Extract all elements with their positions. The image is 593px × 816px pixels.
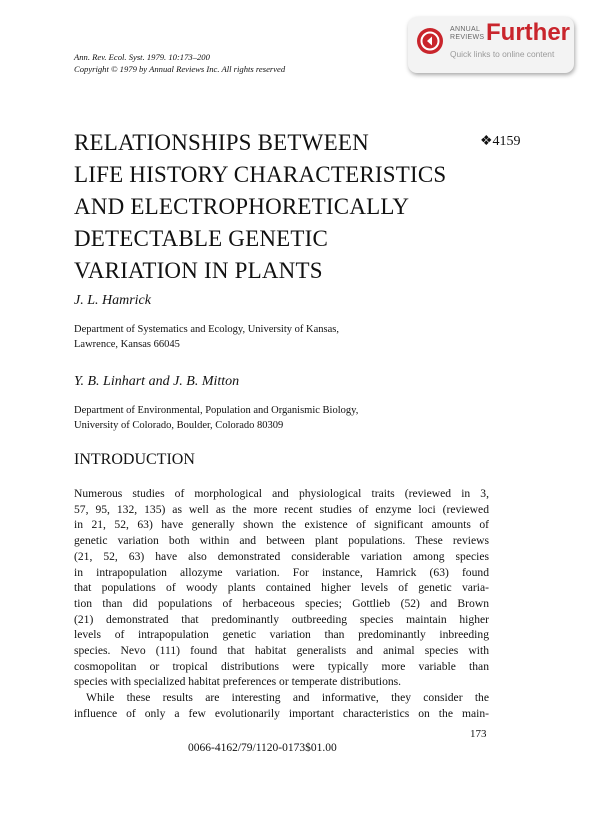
- body-line: levels of intrapopulation genetic variation than predominantly inbreeding: [74, 628, 489, 642]
- journal-header: [74, 51, 285, 75]
- further-badge-link[interactable]: [408, 17, 574, 73]
- author-affiliation: [74, 403, 358, 433]
- body-line: that populations of woody plants contained higher levels of genetic varia-: [74, 581, 489, 595]
- affiliation-line: Lawrence, Kansas 66045: [74, 339, 180, 350]
- badge-further-text: Further: [486, 19, 570, 46]
- author-affiliation: [74, 322, 339, 352]
- title-line: AND ELECTROPHORETICALLY: [74, 194, 410, 219]
- arrow-left-circle-icon: [417, 28, 443, 54]
- body-line: While these results are interesting and informative, they consider the: [86, 691, 489, 705]
- body-line: tion than did populations of herbaceous species; Gottlieb (52) and Brown: [74, 596, 489, 610]
- body-line: influence of only a few evolutionarily important characteristics on the main-: [74, 706, 489, 720]
- author-names: J. L. Hamrick: [74, 293, 151, 308]
- body-line: species with specialized habitat preferences or temperate distributions.: [74, 675, 402, 689]
- article-title: [74, 127, 446, 287]
- body-line: 57, 95, 132, 135) as well as the more recent studies of enzyme loci (reviewed: [74, 502, 489, 516]
- journal-citation: Ann. Rev. Ecol. Syst. 1979. 10:173–200: [74, 52, 210, 62]
- title-line: LIFE HISTORY CHARACTERISTICS: [74, 162, 447, 187]
- body-line: Numerous studies of morphological and physiological traits (reviewed in 3,: [74, 487, 489, 500]
- title-line: VARIATION IN PLANTS: [74, 258, 323, 283]
- badge-tagline: Quick links to online content: [450, 49, 555, 59]
- body-line: cosmopolitan or tropical distributions were typically more variable than: [74, 659, 489, 673]
- affiliation-line: Department of Systematics and Ecology, University of Kansas,: [74, 324, 339, 335]
- body-line: genetic variation both within and between plant populations. These reviews: [74, 534, 489, 548]
- badge-annual-text: ANNUAL: [450, 26, 481, 33]
- author-names: Y. B. Linhart and J. B. Mitton: [74, 374, 240, 389]
- badge-reviews-text: REVIEWS: [450, 34, 485, 41]
- article-code: ❖4159: [480, 134, 521, 149]
- annual-reviews-label: [450, 26, 484, 42]
- title-line: RELATIONSHIPS BETWEEN: [74, 130, 369, 155]
- body-line: species. Nevo (111) found that habitat generalists and animal species with: [74, 644, 489, 658]
- affiliation-line: University of Colorado, Boulder, Colorado 80309: [74, 420, 284, 431]
- body-line: (21) demonstrated that predominantly outbreeding species maintain higher: [74, 612, 489, 626]
- copyright-notice: Copyright © 1979 by Annual Reviews Inc. All rights reserved: [74, 64, 286, 74]
- body-line: in intrapopulation allozyme variation. For instance, Hamrick (63) found: [74, 565, 489, 579]
- body-paragraphs: [74, 486, 489, 722]
- page-number: 173: [470, 728, 487, 740]
- body-line: (21, 52, 63) have also demonstrated considerable variation among species: [74, 549, 489, 563]
- affiliation-line: Department of Environmental, Population and Organismic Biology,: [74, 405, 359, 416]
- price-code: 0066-4162/79/1120-0173$01.00: [188, 742, 337, 754]
- section-heading: INTRODUCTION: [74, 451, 195, 468]
- body-line: in 21, 52, 63) have generally shown the existence of significant amounts of: [74, 518, 489, 532]
- title-line: DETECTABLE GENETIC: [74, 226, 329, 251]
